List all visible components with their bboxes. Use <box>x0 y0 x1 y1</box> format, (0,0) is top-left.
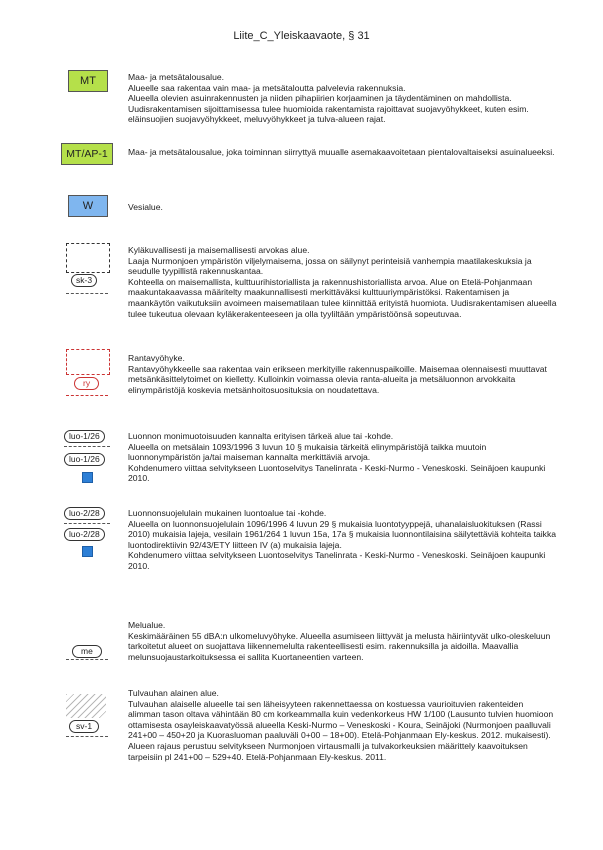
luo1-point-label: luo-1/26 <box>64 453 105 466</box>
sv-boundary-line <box>66 736 108 737</box>
legend-symbol-sv <box>63 686 113 746</box>
legend-line: Kohdenumero viittaa selvitykseen Luontoselvitys Tanelinrata - Keski-Nurmo - Veneskoski. Seinäjoen kaupunki 2010. <box>128 462 546 484</box>
mt-color-swatch: MT <box>68 70 108 92</box>
legend-symbol-me <box>63 617 113 669</box>
legend-symbol-sk <box>63 243 113 303</box>
sv-hatch-pattern <box>66 694 106 718</box>
legend-text-sv <box>128 688 558 762</box>
ry-label: ry <box>74 377 99 390</box>
luo1-boundary-line <box>64 446 110 447</box>
legend-line: Laaja Nurmonjoen ympäristön viljelymaisema, jossa on säilynyt perinteisiä vanhempia maatilakeskuksia ja seudulle tyypillistä rakennuskantaa. <box>128 255 532 277</box>
luo2-point-marker <box>82 546 93 557</box>
sk-label: sk-3 <box>71 274 97 287</box>
ry-area-outline <box>66 349 110 375</box>
legend-line: Kyläkuvallisesti ja maisemallisesti arvokas alue. <box>128 245 310 255</box>
legend-text-ry <box>128 353 558 395</box>
luo1-point-marker <box>82 472 93 483</box>
legend-text-me <box>128 620 558 662</box>
legend-line: Maa- ja metsätalousalue, joka toiminnan siirryttyä muualle asemakaavoitetaan pientalovaltaiseksi asuinalueeksi. <box>128 147 555 157</box>
legend-line: Kohdenumero viittaa selvitykseen Luontoselvitys Tanelinrata - Keski-Nurmo - Veneskoski. Seinäjoen kaupunki 2010. <box>128 550 546 571</box>
legend-line: Alueelle saa rakentaa vain maa- ja metsätaloutta palvelevia rakennuksia. <box>128 82 406 93</box>
luo2-area-label: luo-2/28 <box>64 507 105 520</box>
legend-text-luo1 <box>128 431 558 484</box>
legend-line: Tulvauhan alainen alue. <box>128 688 219 698</box>
legend-line: Rantavyöhykkeelle saa rakentaa vain erikseen merkityille rakennuspaikoille. Maisemaa olennaisesti muuttavat metsänkäsittelytoimet on kielletty. Kulloinkin voimassa olevia ranta-alueita ja metsäluonnon arvokkaita elinympäristöjä koskevia metsänhoitosuosituksia on noudatettava. <box>128 363 547 395</box>
sv-label: sv-1 <box>69 720 99 733</box>
legend-line: Alueella olevien asuinrakennusten ja niiden pihapiirien korjaaminen ja täydentäminen on mahdollista. Uudisrakentamisen sijoittamisessa tulee huomioida rakentamista rajoittavat suojavyöhykkeet, kuten esim. eläinsuojien suojavyöhykkeet, meluvyöhykkeet ja tulva-alueen rajat. <box>128 93 529 125</box>
legend-line: Rantavyöhyke. <box>128 353 185 363</box>
luo2-point-label: luo-2/28 <box>64 528 105 541</box>
legend-symbol-luo1 <box>63 428 113 488</box>
legend-text-w <box>128 202 558 213</box>
sk-area-outline <box>66 243 110 273</box>
legend-line: Luonnon monimuotoisuuden kannalta erityisen tärkeä alue tai -kohde. <box>128 431 394 441</box>
legend-text-luo2 <box>128 508 558 572</box>
legend-line: Alueella on luonnonsuojelulain 1096/1996 4 luvun 29 § mukaisia luontotyyppejä, uhanalaisluokituksen (Rassi 2010) mukaisia lajeja, vesilain 1961/264 1 luvun 15a, 17a § mukaisia luonnontilaisina säilytettäviä kohteita taikka luontodirektiivin 92/43/ETY liitteen IV (a) mukaisia lajeja. <box>128 518 557 550</box>
page-title: Liite_C_Yleiskaavaote, § 31 <box>233 30 370 42</box>
legend-line: Keskimääräinen 55 dBA:n ulkomeluvyöhyke. Alueella asumiseen liittyvät ja melusta häiriintyvät ulko-oleskeluun tarkoitetut alueet on suojattava liikennemelulta rakenteellisesti esim. rakennuksilla ja aidoilla. Maavallia melunsuojaustarkoituksessa ei sallita Kuortaneentien varteen. <box>128 630 551 662</box>
legend-symbol-luo2 <box>63 505 113 565</box>
luo1-area-label: luo-1/26 <box>64 430 105 443</box>
legend-line: Maa- ja metsätalousalue. <box>128 72 225 82</box>
me-boundary-line <box>66 659 108 660</box>
legend-text-sk <box>128 245 558 319</box>
me-label: me <box>72 645 102 658</box>
w-color-swatch: W <box>68 195 108 217</box>
legend-line: Alueen rajaus perustuu selvitykseen Nurmonjoen virtausmalli ja tulvakorkeuksien määrittely kaavoituksen tarpeisiin pl 241+00 – 529+40. Etelä-Pohjanmaan Ely-keskus. 2011. <box>128 740 528 762</box>
legend-line: Melualue. <box>128 620 166 630</box>
luo2-boundary-line <box>64 523 110 524</box>
legend-line: Kohteella on maisemallista, kulttuurihistoriallista ja rakennushistoriallista arvoa. Alue on Etelä-Pohjanmaan maakuntakaavassa määritelty maakunnallisesti merkittäväksi kulttuuriympäristöksi. Rakentamisen ja maankäytön vaikutuksiin avoimeen maisematilaan tulee kiinnittää erityistä huomiota. Uudisrakentamisen alueella tulee tukeutua olevaan kyläkerakenteeseen ja olla tyyliltään ympäristöönsä sopeutuvaa. <box>128 276 557 319</box>
mt-ap-color-swatch: MT/AP-1 <box>61 143 113 165</box>
legend-text-mt-ap <box>128 147 558 158</box>
legend-text-mt <box>128 72 558 125</box>
sk-boundary-line <box>66 293 108 294</box>
legend-line: Tulvauhan alaiselle alueelle tai sen läheisyyteen rakennettaessa on kostuessa vaurioituvien rakenteiden alimman tason oltava vähintään 80 cm korkeammalla kuin vedenkorkeus HW 1/100 (Lausunto tulvien huomioon ottamisesta osayleiskaavatyössä alueella Keski-Nurmo – Veneskoski - Koura, Seinäjoki (Nurmonjoen paalluvali 241+00 – 450+20 ja Kuorasluoman paaluväli 0+00 – 18+00). Etelä-Pohjanmaan Ely-keskus. 2012. mukaisesti). <box>128 698 554 741</box>
legend-line: Vesialue. <box>128 202 163 212</box>
legend-symbol-ry <box>63 349 113 401</box>
legend-line: Alueella on metsälain 1093/1996 3 luvun 10 § mukaisia tärkeitä elinympäristöjä taikka muutoin luonnonympäristön ja/tai maiseman kannalta merkittäviä arvoja. <box>128 441 487 463</box>
legend-line: Luonnonsuojelulain mukainen luontoalue tai -kohde. <box>128 508 327 518</box>
ry-boundary-line <box>66 395 108 396</box>
